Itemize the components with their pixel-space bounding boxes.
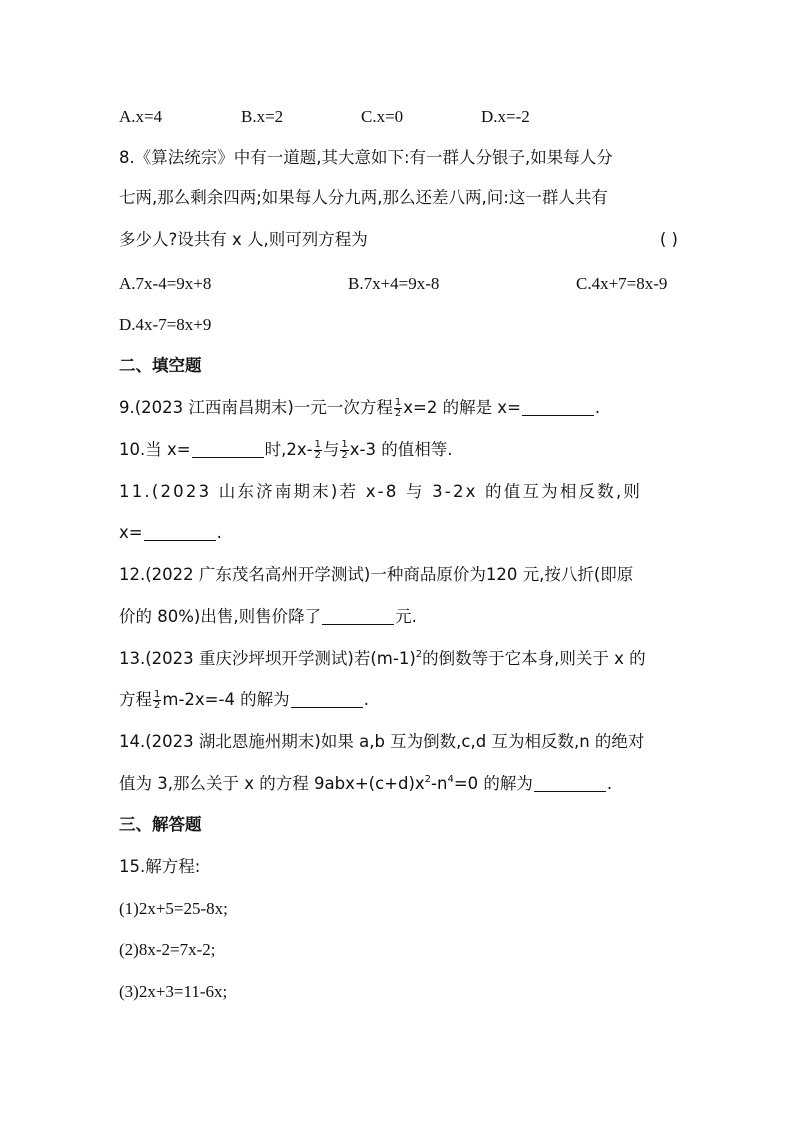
q8-option-d: D.4x-7=8x+9 — [119, 315, 212, 334]
answer-blank[interactable] — [192, 441, 264, 458]
q11-line-1: 11.(2023 山东济南期末)若 x-8 与 3-2x 的值互为相反数,则 — [119, 482, 643, 501]
q10-mid1: 时,2x- — [264, 440, 313, 459]
fraction-num: 1 — [314, 439, 321, 450]
q11-line-2-suffix: . — [216, 523, 222, 542]
q13-line-2-suffix: . — [363, 690, 369, 709]
q8-line-1: 8.《算法统宗》中有一道题,其大意如下:有一群人分银子,如果每人分 — [119, 148, 613, 167]
q9 — [119, 396, 678, 420]
q7-option-d: D.x=-2 — [481, 107, 530, 126]
section-3-title: 三、解答题 — [119, 815, 202, 834]
superscript: 2 — [415, 649, 423, 660]
q13-line-1-prefix: 13.(2023 重庆沙坪坝开学测试)若(m-1) — [119, 649, 416, 668]
q14-line-2-mid: -n — [431, 774, 448, 793]
fraction-one-half — [153, 690, 161, 711]
answer-parentheses: ( ) — [659, 230, 678, 249]
q15-title: 15.解方程: — [119, 857, 201, 876]
q9-mid: x=2 的解是 x= — [403, 398, 521, 417]
q8-line-3 — [119, 228, 678, 252]
answer-blank[interactable] — [322, 608, 394, 625]
q13-line-1-suffix: 的倒数等于它本身,则关于 x 的 — [422, 649, 646, 668]
q13-line-1 — [119, 647, 678, 671]
fraction-den: 2 — [314, 450, 321, 461]
q14-line-1: 14.(2023 湖北恩施州期末)如果 a,b 互为倒数,c,d 互为相反数,n 的绝对 — [119, 732, 645, 751]
q8-option-c: C.4x+7=8x-9 — [576, 274, 668, 293]
q10-mid2: 与 — [322, 440, 340, 459]
q7-option-b: B.x=2 — [241, 107, 284, 126]
q12-line-2-prefix: 价的 80%)出售,则售价降了 — [119, 607, 322, 626]
q10 — [119, 438, 678, 462]
section-2-title: 二、填空题 — [119, 356, 202, 375]
q11-line-2 — [119, 521, 678, 545]
q11-line-2-prefix: x= — [119, 523, 143, 542]
q8-option-a: A.7x-4=9x+8 — [119, 274, 212, 293]
fraction-num: 1 — [341, 439, 348, 450]
q9-suffix: . — [594, 398, 601, 417]
fraction-num: 1 — [154, 689, 161, 700]
fraction-num: 1 — [394, 397, 402, 408]
fraction-den: 2 — [394, 408, 402, 419]
fraction-one-half — [314, 440, 322, 461]
q14-line-2-suffix: . — [606, 774, 613, 793]
q7-option-a: A.x=4 — [119, 107, 163, 126]
q14-line-2-prefix: 值为 3,那么关于 x 的方程 9abx+(c+d)x — [119, 774, 425, 793]
answer-blank[interactable] — [144, 524, 216, 541]
superscript: 2 — [424, 774, 432, 785]
q12-line-1: 12.(2022 广东茂名高州开学测试)一种商品原价为120 元,按八折(即原 — [119, 565, 634, 584]
q7-option-c: C.x=0 — [361, 107, 404, 126]
q13-line-2 — [119, 688, 678, 712]
q14-line-2 — [119, 772, 678, 796]
fraction-one-half — [340, 440, 348, 461]
fraction-den: 2 — [154, 700, 161, 711]
superscript: 4 — [447, 774, 454, 785]
q13-line-2-prefix: 方程 — [119, 690, 152, 709]
q9-prefix: 9.(2023 江西南昌期末)一元一次方程 — [119, 398, 393, 417]
q8-line-2: 七两,那么剩余四两;如果每人分九两,那么还差八两,问:这一群人共有 — [119, 188, 608, 207]
q12-line-2 — [119, 605, 678, 629]
q8-option-b: B.7x+4=9x-8 — [348, 274, 440, 293]
q10-mid3: x-3 的值相等. — [349, 440, 453, 459]
q15-item-2: (2)8x-2=7x-2; — [119, 940, 216, 959]
fraction-one-half — [394, 398, 402, 419]
answer-blank[interactable] — [534, 775, 606, 792]
q15-item-3: (3)2x+3=11-6x; — [119, 982, 228, 1001]
fraction-den: 2 — [341, 450, 348, 461]
q13-line-2-mid: m-2x=-4 的解为 — [162, 690, 290, 709]
answer-blank[interactable] — [291, 691, 363, 708]
q15-item-1: (1)2x+5=25-8x; — [119, 899, 228, 918]
q12-line-2-suffix: 元. — [395, 607, 417, 626]
q14-line-2-mid2: =0 的解为 — [453, 774, 533, 793]
answer-blank[interactable] — [522, 399, 594, 416]
q10-prefix: 10.当 x= — [119, 440, 191, 459]
q8-line-3-text: 多少人?设共有 x 人,则可列方程为 — [119, 230, 368, 249]
